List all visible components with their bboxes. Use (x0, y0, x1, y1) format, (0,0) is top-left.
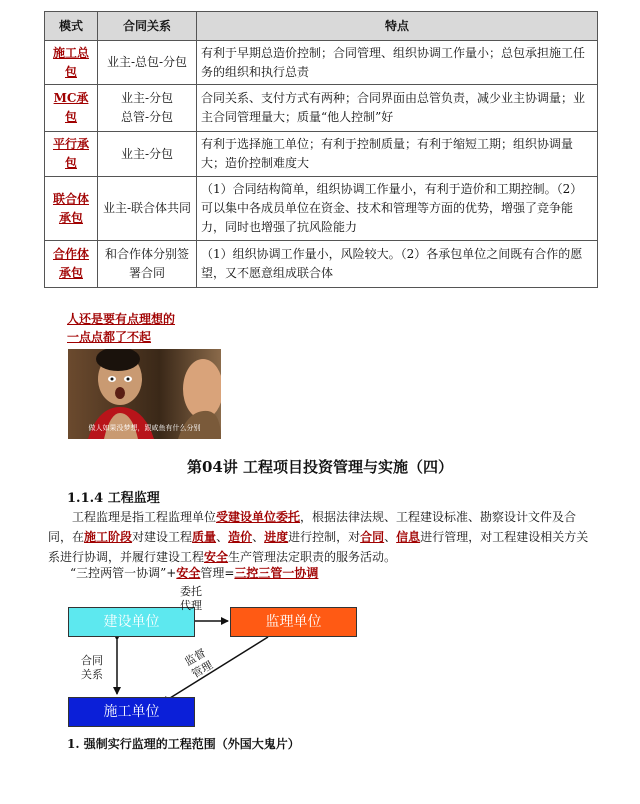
mode-link[interactable]: 施工总包 (52, 45, 89, 79)
text-span: 进行管理，对工程建设相关方关系进行协调，并履行建设工程 (48, 530, 589, 564)
highlight-link[interactable]: 质量 (192, 530, 217, 544)
text-span: 生产管理法定职责的服务活动。 (228, 550, 397, 564)
feature-cell: 有利于早期总造价控制；合同管理、组织协调工作量小；总包承担施工任务的组织和执行总责 (197, 41, 598, 85)
header-mode: 模式 (45, 12, 98, 41)
highlight-link[interactable]: 进度 (264, 530, 289, 544)
highlight-link[interactable]: 受建设单位委托 (216, 510, 301, 524)
highlight-link[interactable]: 安全 (204, 550, 229, 564)
highlight-link[interactable]: 合同 (360, 530, 385, 544)
relation-cell: 业主-总包-分包 (98, 41, 197, 85)
highlight-link[interactable]: 造价 (228, 530, 253, 544)
photo-caption: 做人如果没梦想，跟咸鱼有什么分别 (88, 424, 201, 432)
label-supervise: 监督 管理 (182, 646, 216, 681)
text-span: 对建设工程 (132, 530, 193, 544)
relation-cell: 和合作体分别签署合同 (98, 241, 197, 288)
item-heading: 1. 强制实行监理的工程范围（外国大鬼片） (67, 737, 300, 751)
section-title: 1.1.4 工程监理 (67, 491, 160, 506)
text-span: 、 (216, 530, 229, 544)
text-span: “三控两管一协调”+ (70, 566, 177, 580)
label-entrust: 委托 代理 (180, 585, 202, 612)
quote-link-line1[interactable]: 人还是要有点理想的 (67, 312, 176, 326)
header-relation: 合同关系 (98, 12, 197, 41)
mode-link[interactable]: MC承包 (53, 91, 89, 124)
feature-cell: 有利于选择施工单位；有利于控制质量；有利于缩短工期；组织协调量大；造价控制难度大 (197, 132, 598, 177)
feature-cell: （1）合同结构简单，组织协调工作量小，有利于造价和工期控制。（2）可以集中各成员单位在资金、技术和管理等方面的优势，增强了竞争能力，同时也增强了抗风险能力 (197, 177, 598, 241)
text-span: ，根据法律法规、工程建设标准、勘察设计文件及合同，在 (48, 510, 577, 544)
mode-link[interactable]: 联合体承包 (52, 191, 89, 225)
highlight-link[interactable]: 安全 (176, 566, 201, 580)
feature-cell: 合同关系、支付方式有两种；合同界面由总管负责，减少业主协调量；业主合同管理量大；质量“他人控制”好 (197, 85, 598, 132)
header-feature: 特点 (197, 12, 598, 41)
text-span: 、 (252, 530, 265, 544)
text-span: 工程监理是指工程监理单位 (72, 510, 217, 524)
feature-cell: （1）组织协调工作量小，风险较大。（2）各承包单位之间既有合作的愿望，又不愿意组成联合体 (197, 241, 598, 288)
text-span: 管理= (200, 566, 235, 580)
text-span: 、 (384, 530, 397, 544)
quote-link-line2[interactable]: 一点点都了不起 (67, 330, 152, 344)
label-contract: 合同 关系 (81, 654, 103, 681)
owner-box: 建设单位 (68, 607, 195, 637)
lecture-title: 第04讲 工程项目投资管理与实施（四） (186, 458, 454, 476)
relation-cell: 业主-分包 (98, 132, 197, 177)
highlight-link[interactable]: 三控三管一协调 (234, 566, 319, 580)
mode-link[interactable]: 平行承包 (52, 137, 89, 170)
relation-cell: 业主-联合体共同 (98, 177, 197, 241)
mode-link[interactable]: 合作体承包 (52, 247, 89, 280)
relation-cell: 业主-分包 总管-分包 (98, 85, 197, 132)
contractor-box: 施工单位 (68, 697, 195, 727)
supervisor-box: 监理单位 (230, 607, 357, 637)
highlight-link[interactable]: 施工阶段 (84, 530, 133, 544)
text-span: 进行控制，对 (288, 530, 361, 544)
highlight-link[interactable]: 信息 (396, 530, 421, 544)
